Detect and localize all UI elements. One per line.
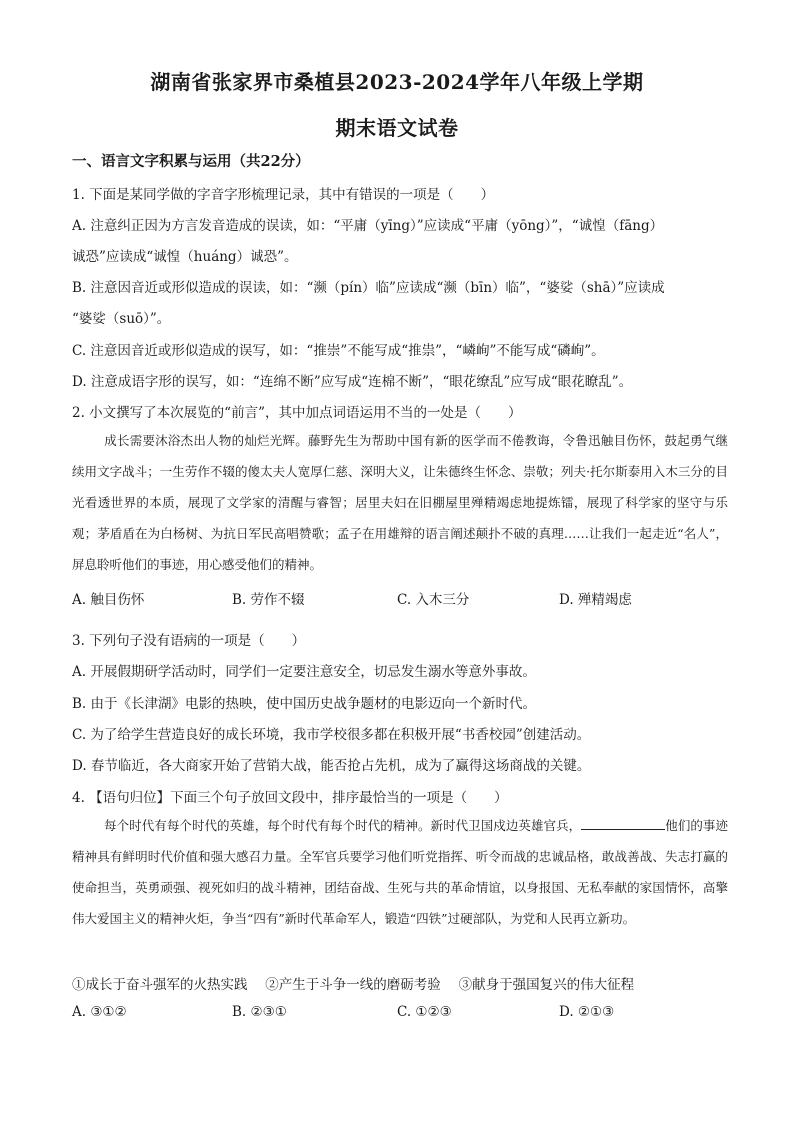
q1-option-b-line2: “婆娑（suō）”。 — [72, 311, 171, 327]
q1-option-a-line1: A. 注意纠正因为方言发音造成的误读，如：“平庸（yīng）”应读成“平庸（yōng）”，“诚惶（fāng） — [72, 218, 664, 234]
exam-title-line2: 期末语文试卷 — [335, 116, 459, 140]
q3-option-a: A. 开展假期研学活动时，同学们一定要注意安全，切忌发生溺水等意外事故。 — [72, 664, 536, 680]
q2-option-d: D. 殚精竭虑 — [559, 592, 632, 608]
q2-stem: 2. 小文撰写了本次展览的“前言”，其中加点词语运用不当的一处是（ ） — [72, 405, 522, 421]
q3-option-d: D. 春节临近，各大商家开始了营销大战，能否抢占先机，成为了赢得这场商战的关键。 — [72, 758, 591, 774]
section-heading: 一、语言文字积累与运用（共22分） — [72, 153, 310, 170]
q2-option-a: A. 触目伤怀 — [72, 592, 145, 608]
exam-title-line1: 湖南省张家界市桑植县2023-2024学年八年级上学期 — [150, 70, 644, 94]
q2-passage — [72, 425, 728, 580]
q2-passage-text: 成长需要沐浴杰出人物的灿烂光辉。藤野先生为帮助中国有新的医学而不倦教诲，令鲁迅触目伤怀，鼓起勇气继续用文字战斗；一生劳作不辍的傻太夫人宽厚仁慈、深明大义，让朱德终生怀念、崇敬；列夫·托尔斯泰用入木三分的目光看透世界的本质，展现了文学家的清醒与睿智；居里夫妇在旧棚屋里殚精竭虑地提炼镭，展现了科学家的坚守与乐观；茅盾盾在为白杨树、为抗日军民高唱赞歌；孟子在用雄辩的语言阐述颠扑不破的真理……让我们一起走近“名人”，屏息聆听他们的事迹，用心感受他们的精神。 — [72, 433, 728, 572]
q3-option-c: C. 为了给学生营造良好的成长环境，我市学校很多都在积极开展“书香校园”创建活动。 — [72, 727, 591, 743]
q1-option-b-line1: B. 注意因音近或形似造成的误读，如：“濒（pín）临”应读成“濒（bīn）临”，“婆娑（shā）”应读成 — [72, 280, 665, 296]
q4-stem: 4. 【语句归位】下面三个句子放回文段中，排序最恰当的一项是（ ） — [72, 790, 508, 806]
q4-passage-text-b: 他们的事迹精神具有鲜明时代价值和强大感召力量。全军官兵要学习他们听党指挥、听令而战的忠诚品格，敢战善战、失志打赢的使命担当，英勇顽强、视死如归的战斗精神，团结奋战、生死与共的革命情谊，以身报国、无私奉献的家国情怀，高擎伟大爱国主义的精神火炬，争当“四有”新时代革命军人，锻造“四铁”过硬部队，为党和人民再立新功。 — [72, 818, 728, 926]
q1-option-d: D. 注意成语字形的误写，如：“连绵不断”应写成“连棉不断”，“眼花缭乱”应写成“眼花瞭乱”。 — [72, 374, 633, 390]
q4-passage — [72, 810, 728, 934]
q4-sentences: ①成长于奋斗强军的火热实践 ②产生于斗争一线的磨砺考验 ③献身于强国复兴的伟大征程 — [72, 977, 635, 993]
q4-option-c: C. ①②③ — [397, 1004, 452, 1020]
q3-stem: 3. 下列句子没有语病的一项是（ ） — [72, 633, 306, 649]
fill-blank — [581, 817, 665, 830]
q4-option-a: A. ③①② — [72, 1004, 127, 1020]
q2-option-c: C. 入木三分 — [397, 592, 470, 608]
q1-option-c: C. 注意因音近或形似造成的误写，如：“推崇”不能写成“推祟”，“嶙峋”不能写成“磷峋”。 — [72, 343, 605, 359]
q4-option-d: D. ②①③ — [559, 1004, 615, 1020]
q1-stem: 1. 下面是某同学做的字音字形梳理记录，其中有错误的一项是（ ） — [72, 187, 495, 203]
q4-passage-text-a: 每个时代有每个时代的英雄，每个时代有每个时代的精神。新时代卫国戍边英雄官兵， — [104, 818, 582, 833]
q2-option-b: B. 劳作不辍 — [232, 592, 305, 608]
q1-option-a-line2: 诚恐”应读成“诚惶（huáng）诚恐”。 — [72, 249, 298, 265]
q3-option-b: B. 由于《长津湖》电影的热映，使中国历史战争题材的电影迈向一个新时代。 — [72, 696, 537, 712]
q4-option-b: B. ②③① — [232, 1004, 287, 1020]
